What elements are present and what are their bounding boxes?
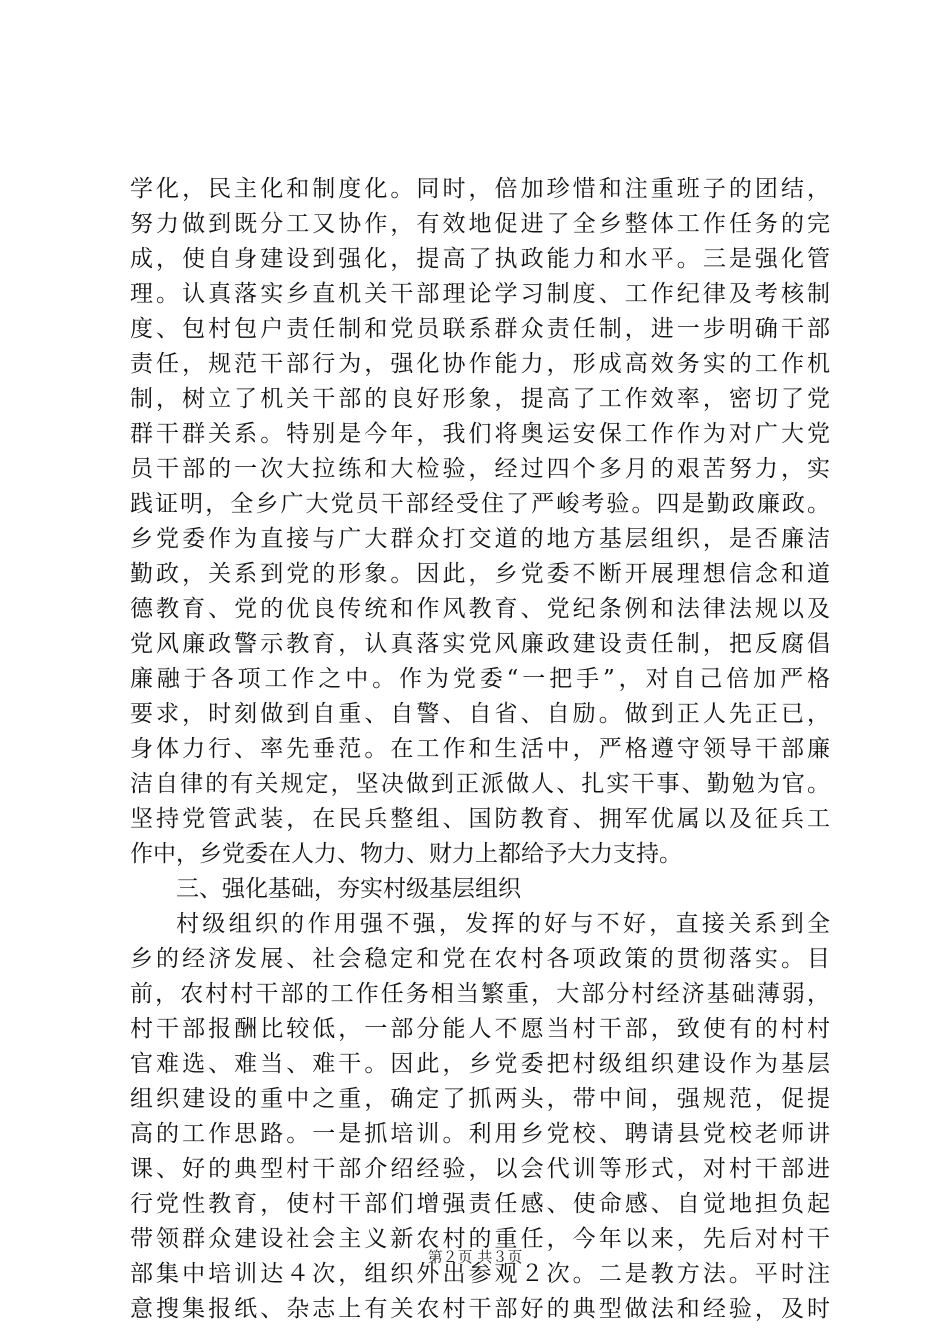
paragraph-line: 官难选、难当、难干。因此，乡党委把村级组织建设作为基层 [130, 1051, 830, 1077]
paragraph-line: 村级组织的作用强不强，发挥的好与不好，直接关系到全 [176, 911, 830, 937]
paragraph-line: 员干部的一次大拉练和大检验，经过四个多月的艰苦努力，实 [130, 456, 830, 482]
paragraph-line: 制，树立了机关干部的良好形象，提高了工作效率，密切了党 [130, 386, 830, 412]
paragraph-line: 坚持党管武装，在民兵整组、国防教育、拥军优属以及征兵工 [130, 806, 830, 832]
paragraph-line: 意搜集报纸、杂志上有关农村干部好的典型做法和经验，及时 [130, 1296, 830, 1322]
paragraph-line: 廉融于各项工作之中。作为党委“一把手”，对自己倍加严格 [130, 666, 830, 692]
paragraph-line: 理。认真落实乡直机关干部理论学习制度、工作纪律及考核制 [130, 281, 830, 307]
page-footer [0, 1246, 950, 1267]
section-heading: 三、强化基础，夯实村级基层组织 [176, 876, 521, 902]
paragraph-line: 带领群众建设社会主义新农村的重任，今年以来，先后对村干 [130, 1226, 830, 1252]
paragraph-line: 努力做到既分工又协作，有效地促进了全乡整体工作任务的完 [130, 211, 830, 237]
document-body [130, 172, 830, 1327]
paragraph-line: 践证明，全乡广大党员干部经受住了严峻考验。四是勤政廉政。 [130, 491, 830, 517]
paragraph-line: 洁自律的有关规定，坚决做到正派做人、扎实干事、勤勉为官。 [130, 771, 830, 797]
paragraph-line: 德教育、党的优良传统和作风教育、党纪条例和法律法规以及 [130, 596, 830, 622]
paragraph-line: 党风廉政警示教育，认真落实党风廉政建设责任制，把反腐倡 [130, 631, 830, 657]
paragraph-line: 身体力行、率先垂范。在工作和生活中，严格遵守领导干部廉 [130, 736, 830, 762]
paragraph-line: 责任，规范干部行为，强化协作能力，形成高效务实的工作机 [130, 351, 830, 377]
paragraph-line: 度、包村包户责任制和党员联系群众责任制，进一步明确干部 [130, 316, 830, 342]
paragraph-line: 乡党委作为直接与广大群众打交道的地方基层组织，是否廉洁 [130, 526, 830, 552]
paragraph-line: 要求，时刻做到自重、自警、自省、自励。做到正人先正已， [130, 701, 830, 727]
paragraph-line: 课、好的典型村干部介绍经验，以会代训等形式，对村干部进 [130, 1156, 830, 1182]
paragraph-line: 作中，乡党委在人力、物力、财力上都给予大力支持。 [130, 841, 682, 867]
paragraph-line: 学化，民主化和制度化。同时，倍加珍惜和注重班子的团结， [130, 176, 830, 202]
paragraph-line: 前，农村村干部的工作任务相当繁重，大部分村经济基础薄弱， [130, 981, 830, 1007]
paragraph-line: 村干部报酬比较低，一部分能人不愿当村干部，致使有的村村 [130, 1016, 830, 1042]
paragraph-line: 行党性教育，使村干部们增强责任感、使命感、自觉地担负起 [130, 1191, 830, 1217]
paragraph-line: 组织建设的重中之重，确定了抓两头，带中间，强规范，促提 [130, 1086, 830, 1112]
page-number-label: 第２页 共３页 [427, 1248, 523, 1266]
paragraph-line: 部集中培训达４次，组织外出参观２次。二是教方法。平时注 [130, 1261, 830, 1287]
paragraph-line: 勤政，关系到党的形象。因此，乡党委不断开展理想信念和道 [130, 561, 830, 587]
paragraph-line: 乡的经济发展、社会稳定和党在农村各项政策的贯彻落实。目 [130, 946, 830, 972]
paragraph-line: 成，使自身建设到强化，提高了执政能力和水平。三是强化管 [130, 246, 830, 272]
paragraph-line: 群干群关系。特别是今年，我们将奥运安保工作作为对广大党 [130, 421, 830, 447]
paragraph-line: 高的工作思路。一是抓培训。利用乡党校、聘请县党校老师讲 [130, 1121, 830, 1147]
